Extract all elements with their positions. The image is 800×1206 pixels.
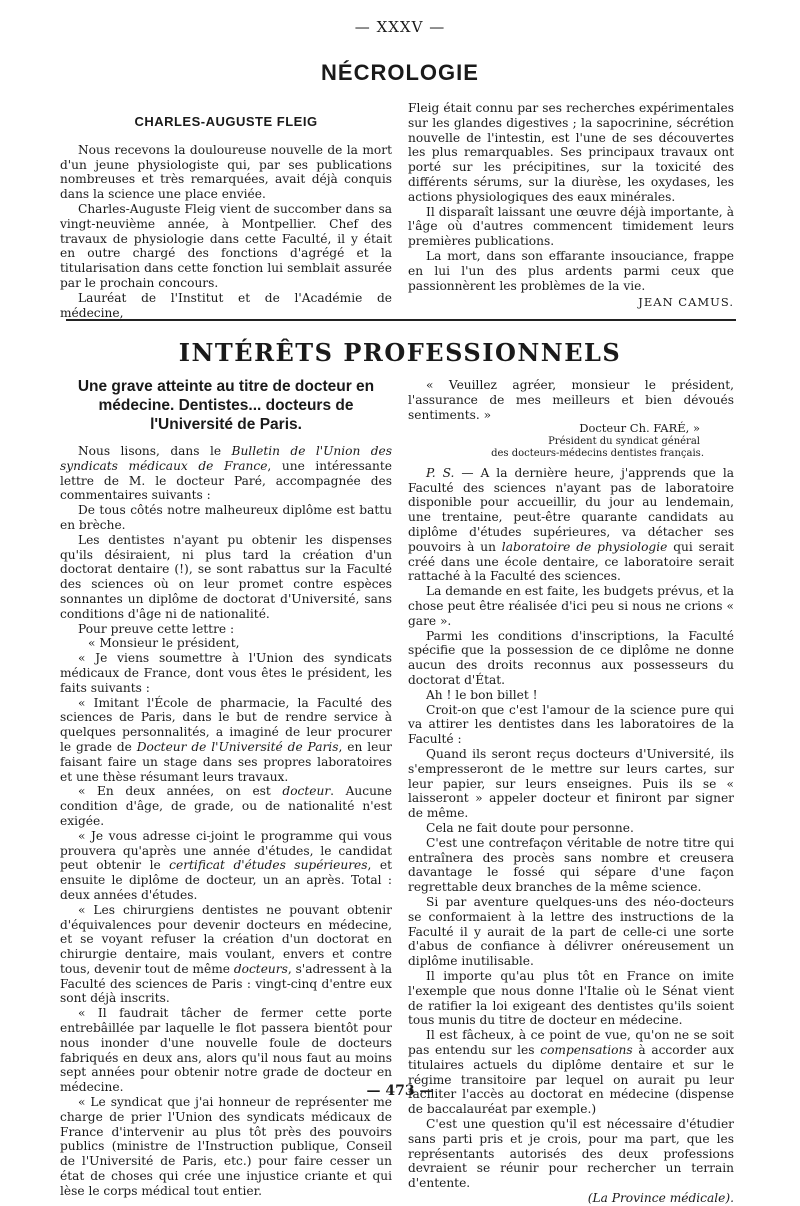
paragraph: « Je vous adresse ci-joint le programme qui vous prouvera qu'après une année d'études, le candidat peut obtenir le certificat d'études supérieures, et ensuite le diplôme de docteur, un an après. Total : deux années d'études. [60,828,392,902]
paragraph: « Il faudrait tâcher de fermer cette porte entrebâillée par laquelle le flot passera bientôt pour nous inonder d'une nouvelle foule de docteurs fabriqués en deux ans, alors qu'il nous faut au moins sept années pour obtenir notre grade de docteur en médecine. [60,1006,392,1095]
paragraph: Il est fâcheux, à ce point de vue, qu'on ne se soit pas entendu sur les compensations à accorder aux titulaires actuels du diplôme dentaire et sur le régime transitoire par lequel on aurait pu leur faciliter l'accès au doctorat en médecine (dispense de baccalauréat par exemple.) [408,1028,734,1117]
signature-name: Docteur Ch. FARÉ, » [579,421,700,436]
signature-title: des docteurs-médecins dentistes français. [491,447,704,459]
paragraph: « Les chirurgiens dentistes ne pouvant obtenir d'équivalences pour devenir docteurs en médecine, et se voyant refuser la création d'un doctorat en chirurgie dentaire, mais voulant, envers et contre tous, devenir tout de même docteurs, s'adressent à la Faculté des sciences de Paris : vingt-cinq d'entre eux sont déjà inscrits. [60,902,392,1006]
paragraph: « Je viens soumettre à l'Union des syndicats médicaux de France, dont vous êtes le président, les faits suivants : [60,651,392,695]
paragraph: Lauréat de l'Institut et de l'Académie de médecine, [60,290,392,320]
paragraph: Cela ne fait doute pour personne. [426,821,634,836]
article-source: (La Province médicale). [587,1190,734,1205]
paragraph: Croit-on que c'est l'amour de la science pure qui va attirer les dentistes dans les laboratoires de la Faculté : [408,702,734,747]
obituary-signature: JEAN CAMUS. [638,295,734,310]
paragraph: Les dentistes n'ayant pu obtenir les dispenses qu'ils désiraient, ni plus tard la création d'un doctorat dentaire (!), se sont rabattus sur la Faculté des sciences où on leur promet contre espèces sonnantes un diplôme de doctorat d'Université, sans conditions d'âge ni de nationalité. [60,532,392,621]
article-title: Une grave atteinte au titre de docteur en médecine. Dentistes... docteurs de l'Université de Paris. [77,378,375,433]
letter-signature [408,422,734,460]
paragraph: « En deux années, on est docteur. Aucune condition d'âge, de grade, ou de nationalité n'est exigée. [60,784,392,828]
paragraph: P. S. — A la dernière heure, j'apprends que la Faculté des sciences n'ayant pas de laboratoire disponible pour accueillir, du jour au lendemain, une trentaine, peut-être quarante candidats au diplôme d'études supérieures, va détacher ses pouvoirs à un laboratoire de physiologie qui serait créé dans une école dentaire, ce laboratoire serait rattaché à la Faculté des sciences. [408,465,734,584]
paragraph: Nous lisons, dans le Bulletin de l'Union des syndicats médicaux de France, une intéressante lettre de M. le docteur Paré, accompagnée des commentaires suivants : [60,444,392,503]
paragraph: C'est une contrefaçon véritable de notre titre qui entraînera des procès sans nombre et creusera davantage le fossé qui sépare d'une façon regrettable deux branches de la même science. [408,835,734,895]
interets-right-column [408,378,734,1206]
paragraph: Quand ils seront reçus docteurs d'Université, ils s'empresseront de le mettre sur leurs cartes, sur leur papier, sur leurs enseignes. Puis ils se « laisseront » appeler docteur et finiront par signer de même. [408,747,734,821]
paragraph: Fleig était connu par ses recherches expérimentales sur les glandes digestives ; la sapocrinine, sécrétion nouvelle de l'intestin, est l'une de ses découvertes les plus remarquables. Ses principaux travaux ont porté sur les précipitines, sur la toxicité des différents sérums, sur la diurèse, les oxydases, les actions physiologiques des eaux minérales. [408,101,734,204]
interets-left-column [60,377,392,1199]
paragraph: Il importe qu'au plus tôt en France on imite l'exemple que nous donne l'Italie où le Sénat vient de ratifier la loi exigeant des dentistes qu'ils soient tous munis du titre de docteur en médecine. [408,968,734,1028]
signature-title: Président du syndicat général [548,435,700,447]
paragraph: Si par aventure quelques-uns des néo-docteurs se conformaient à la lettre des instructions de la Faculté il y aurait de la part de celle-ci une sorte d'abus de confiance à délivrer onéreusement un diplôme inutilisable. [408,895,734,969]
paragraph: Pour preuve cette lettre : [78,621,235,636]
paragraph: Il disparaît laissant une œuvre déjà importante, à l'âge où d'autres commencent timidement leurs premières publications. [408,204,734,249]
interets-section-title: INTÉRÊTS PROFESSIONNELS [178,338,622,367]
necrologie-left-column [60,115,392,320]
paragraph: La demande en est faite, les budgets prévus, et la chose peut être réalisée d'ici peu si nous ne crions « gare ». [408,584,734,628]
paragraph: « Le syndicat que j'ai honneur de représenter me charge de prier l'Union des syndicats médicaux de France d'intervenir au plus tôt près des pouvoirs publics (ministre de l'Instruction publique, Conseil de l'Université de Paris, etc.) pour faire cesser un état de choses qui crée une injustice criante et qui lèse le corps médical tout entier. [60,1095,392,1198]
necrologie-right-column [408,101,734,310]
necrologie-section-title: NÉCROLOGIE [321,60,479,85]
paragraph: « Veuillez agréer, monsieur le président, l'assurance de mes meilleurs et bien dévoués sentiments. » [408,378,734,422]
paragraph: Ah ! le bon billet ! [426,687,538,702]
paragraph: C'est une question qu'il est nécessaire d'étudier sans parti pris et je crois, pour ma part, que les représentants autorisés des deux professions devraient se réunir pour rechercher un terrain d'entente. [408,1116,734,1191]
obituary-name: CHARLES-AUGUSTE FLEIG [134,114,318,129]
paragraph: Nous recevons la douloureuse nouvelle de la mort d'un jeune physiologiste qui, par ses publications nombreuses et très remarquées, avait déjà conquis dans la science une place enviée. [60,142,392,202]
page-number: — 473 — [366,1083,434,1099]
paragraph: Charles-Auguste Fleig vient de succomber dans sa vingt-neuvième année, à Montpellier. Chef des travaux de physiologie dans cette Faculté, il y était en outre chargé des fonctions d'agrégé et la titularisation dans cette fonction lui semblait assurée par le prochain concours. [60,201,392,290]
paragraph: La mort, dans son effarante insouciance, frappe en lui l'un des plus ardents parmi ceux que passionnèrent les problèmes de la vie. [408,248,734,293]
running-head: — XXXV — [354,18,446,36]
paragraph: « Monsieur le président, [88,636,240,651]
paragraph: « Imitant l'École de pharmacie, la Faculté des sciences de Paris, dans le but de rendre service à quelques personnalités, a imaginé de leur procurer le grade de Docteur de l'Université de Paris, en leur faisant faire un stage dans ses propres laboratoires et une thèse résumant leurs travaux. [60,695,392,784]
paragraph: De tous côtés notre malheureux diplôme est battu en brèche. [60,503,392,532]
paragraph: Parmi les conditions d'inscriptions, la Faculté spécifie que la possession de ce diplôme ne donne aucun des droits reconnus aux possesseurs du doctorat d'État. [408,628,734,688]
section-divider [66,319,736,321]
